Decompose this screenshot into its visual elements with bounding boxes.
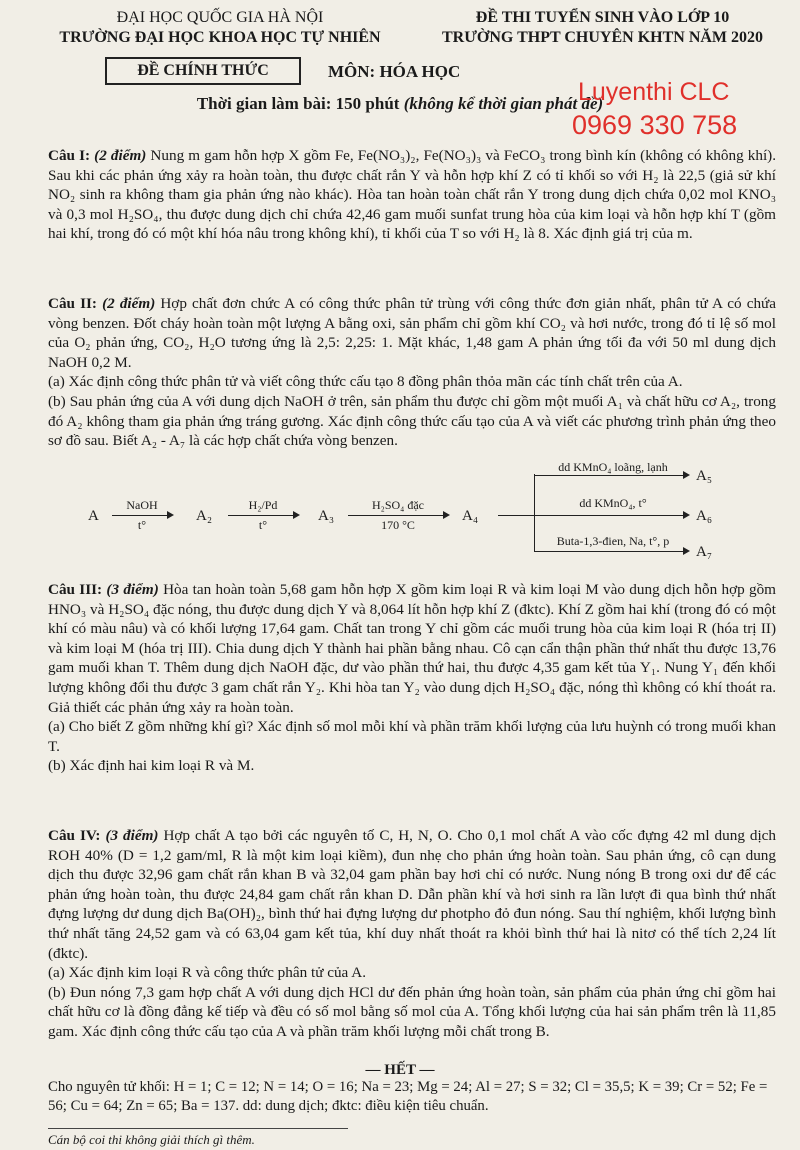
question-4 [48,826,776,1042]
question-1-label: Câu I: [48,147,91,164]
watermark-name: Luyenthi CLC [578,78,730,106]
node-a3: A₃ [318,508,335,524]
question-4-points: (3 điểm) [105,827,159,844]
atomic-masses: Cho nguyên tử khối: H = 1; C = 12; N = 14; O = 16; Na = 23; Mg = 24; Al = 27; S = 32; Cl = 35,5; K = 39; Cr = 52; Fe = 56; Cu = 64; Zn = 65; Ba = 137. dd: dung dịch; đktc: điều kiện tiêu chuẩn. [48,1079,768,1114]
question-1-points: (2 điểm) [94,147,147,164]
footer-divider [48,1128,348,1129]
arrow-b1 [534,475,688,476]
b1-label: dd KMnO₄ loãng, lạnh [558,460,668,474]
question-2-label: Câu II: [48,295,97,312]
question-1 [48,146,776,244]
b3-label: Buta-1,3-đien, Na, t°, p [556,534,670,548]
footer-note: Cán bộ coi thi không giải thích gì thêm. [48,1132,255,1147]
node-a4: A₄ [462,508,479,524]
r2-bot: t° [258,518,268,532]
question-2 [48,294,776,451]
reaction-scheme [48,458,788,558]
header-right [410,8,795,48]
r1-bot: t° [137,518,147,532]
end-marker: — HẾT — [365,1062,435,1078]
node-a5: A₅ [696,468,713,484]
node-a7: A₇ [696,544,713,560]
question-3-part-b: (b) Xác định hai kim loại R và M. [48,757,255,775]
arrow-b2 [498,515,688,516]
r1-top: NaOH [126,498,158,512]
exam-title: ĐỀ THI TUYỂN SINH VÀO LỚP 10 [475,9,730,26]
exam-school: TRƯỜNG THPT CHUYÊN KHTN NĂM 2020 [441,29,764,46]
question-4-text: Hợp chất A tạo bởi các nguyên tố C, H, N, O. Cho 0,1 mol chất A vào cốc đựng 42 ml dung dịch ROH 40% (D = 1,2 gam/ml, R là một kim loại kiềm), đun nhẹ cho phản ứng hoàn toàn. Sau phản ứng, cô cạn dung dịch thu được 32,96 gam chất rắn khan B và 32,04 gam phần bay hơi chỉ có nước. Nung nóng B trong oxi dư để các phản ứng hoàn toàn, thu được 24,84 gam chất rắn khan D. Dẫn phần khí và hơi sinh ra lần lượt đi qua bình thứ nhất đựng lượng dư dung dịch Ba(OH)₂, bình thứ hai đựng lượng dư photpho đỏ đun nóng. Sau thí nghiệm, khối lượng bình thứ nhất tăng 24,52 gam và có 63,04 gam kết tủa, khí duy nhất thoát ra khỏi bình thứ hai là nitơ có thể tích 2,24 lít (đktc). [48,827,777,962]
branch-line [534,474,535,552]
arrow-r3 [348,515,448,516]
time-limit-text: Thời gian làm bài: 150 phút [196,94,400,113]
arrow-b3 [534,551,688,552]
question-4-part-b: (b) Đun nóng 7,3 gam hợp chất A với dung dịch HCl dư đến phản ứng hoàn toàn, sản phẩm của phản ứng chỉ gồm hai chất hữu cơ là đồng đẳng kế tiếp và đều có số mol bằng số mol của A. Tổng khối lượng của hai sản phẩm trên là 11,85 gam. Xác định công thức cấu tạo của A và phần trăm khối lượng mỗi chất trong B. [48,983,776,1040]
subject-title: MÔN: HÓA HỌC [328,62,461,81]
university-name: ĐẠI HỌC QUỐC GIA HÀ NỘI [116,9,324,26]
b2-label: dd KMnO₄, t° [579,496,647,510]
node-a6: A₆ [696,508,713,524]
header-left [40,8,400,48]
question-2-part-b: (b) Sau phản ứng của A với dung dịch NaOH ở trên, sản phẩm thu được chỉ gồm một muối A₁ và chất hữu cơ A₂, trong đó A₂ không tham gia phản ứng tráng gương. Xác định công thức cấu tạo của A và viết các phương trình phản ứng theo sơ đồ sau. Biết A₂ - A₇ là các hợp chất chứa vòng benzen. [48,392,776,450]
question-3-text: Hòa tan hoàn toàn 5,68 gam hỗn hợp X gồm kim loại R và kim loại M vào dung dịch hỗn hợp gồm HNO₃ và H₂SO₄ đặc nóng, thu được dung dịch Y và 8,064 lít hỗn hợp khí Z (đktc). Khí Z gồm hai khí (trong đó có một khí có màu nâu) và có khối lượng 17,64 gam. Chất tan trong Y chỉ gồm các muối trung hòa của kim loại R (hóa trị II) và kim loại M (hóa trị III). Chia dung dịch Y thành hai phần bằng nhau. Cô cạn cẩn thận phần thứ nhất thu được 13,76 gam muối khan T. Thêm dung dịch NaOH đặc, dư vào phần thứ hai, thu được 4,35 gam kết tủa Y₁. Nung Y₁ đến khối lượng không đổi thu được 3 gam chất rắn Y₂. Khi hòa tan Y₂ vào dung dịch H₂SO₄ đặc, nóng thì không có khí thoát ra. Giả thiết các phản ứng xảy ra hoàn toàn. [48,581,776,716]
node-a2: A₂ [196,508,213,524]
question-3-part-a: (a) Cho biết Z gồm những khí gì? Xác định số mol mỗi khí và phần trăm khối lượng của lưu huỳnh có trong muối khan T. [48,718,776,755]
question-4-label: Câu IV: [48,827,101,844]
r2-top: H₂/Pd [248,498,278,512]
arrow-r1 [112,515,172,516]
question-3-points: (3 điểm) [106,581,159,598]
official-badge: ĐỀ CHÍNH THỨC [105,57,301,85]
r3-bot: 170 °C [381,518,415,532]
node-a: A [88,508,99,524]
r3-top: H₂SO₄ đặc [371,498,425,512]
question-1-text: Nung m gam hỗn hợp X gồm Fe, Fe(NO₃)₂, Fe(NO₃)₃ và FeCO₃ trong bình kín (không có không khí). Sau khi các phản ứng xảy ra hoàn toàn, thu được chất rắn Y và hỗn hợp khí Z có tỉ khối so với H₂ là 22,5 (giả sử khí NO₂ sinh ra không tham gia phản ứng nào khác). Hòa tan hoàn toàn chất rắn Y trong dung dịch chứa 0,02 mol KNO₃ và 0,3 mol H₂SO₄, thu được dung dịch chỉ chứa 42,46 gam muối sunfat trung hòa của kim loại và hỗn hợp khí T (gồm hai khí, trong đó có một khí hóa nâu trong không khí), tỉ khối của T so với H₂ là 8. Xác định giá trị của m. [48,147,777,243]
arrow-r2 [228,515,298,516]
question-3 [48,580,776,776]
question-2-points: (2 điểm) [102,295,156,312]
watermark-phone: 0969 330 758 [572,110,738,140]
question-2-text: Hợp chất đơn chức A có công thức phân tử trùng với công thức đơn giản nhất, phân tử A có chứa vòng benzen. Đốt cháy hoàn toàn một lượng A bằng oxi, sản phẩm chỉ gồm khí CO₂ và hơi nước, trong đó tỉ lệ số mol của O₂ phản ứng, CO₂, H₂O tương ứng là 2,5: 2,25: 1. Mặt khác, 1,48 gam A phản ứng tối đa với 50 ml dung dịch NaOH 0,2 M. [48,295,777,371]
question-4-part-a: (a) Xác định kim loại R và công thức phân tử của A. [48,964,367,982]
school-name: TRƯỜNG ĐẠI HỌC KHOA HỌC TỰ NHIÊN [59,29,381,46]
question-2-part-a: (a) Xác định công thức phân tử và viết công thức cấu tạo 8 đồng phân thỏa mãn các tính chất trên của A. [48,373,683,391]
question-3-label: Câu III: [48,581,103,598]
time-limit-note: (không kể thời gian phát đề) [403,94,604,113]
